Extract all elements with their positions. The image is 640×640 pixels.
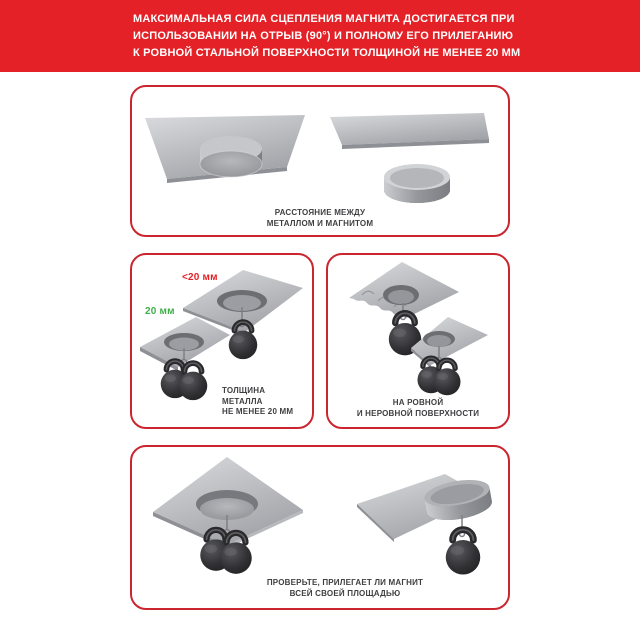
caption-line: МЕТАЛЛОМ И МАГНИТОМ xyxy=(266,218,374,228)
panel-surface-caption xyxy=(328,398,508,419)
label-thickness-sufficient: 20 мм xyxy=(145,306,175,317)
partial-contact-plate xyxy=(357,474,494,575)
caption-line: РАССТОЯНИЕ МЕЖДУ xyxy=(274,208,366,217)
header-line-2: ИСПОЛЬЗОВАНИИ НА ОТРЫВ (90°) И ПОЛНОМУ ЕГО ПРИЛЕГАНИЮ xyxy=(133,29,514,42)
caption-line: МЕТАЛЛА xyxy=(222,396,263,406)
header-banner xyxy=(0,0,640,72)
panel-thickness xyxy=(130,253,314,429)
panel-full-contact xyxy=(130,445,510,610)
caption-line: ВСЕЙ СВОЕЙ ПЛОЩАДЬЮ xyxy=(289,588,401,598)
caption-line: И НЕРОВНОЙ ПОВЕРХНОСТИ xyxy=(356,408,480,418)
thick-plate-two-kettlebells xyxy=(140,317,230,400)
caption-line: ТОЛЩИНА xyxy=(222,386,266,395)
caption-line: НА РОВНОЙ xyxy=(392,398,444,407)
panel-surface xyxy=(326,253,510,429)
header-line-3: К РОВНОЙ СТАЛЬНОЙ ПОВЕРХНОСТИ ТОЛЩИНОЙ НЕ МЕНЕЕ 20 ММ xyxy=(133,46,521,59)
flat-plate-two-kettlebells xyxy=(411,317,488,395)
plate-magnet-separated xyxy=(330,113,489,203)
panel-distance xyxy=(130,85,510,237)
panel-thickness-caption xyxy=(222,386,293,418)
caption-line: НЕ МЕНЕЕ 20 ММ xyxy=(222,407,294,416)
plate-magnet-attached xyxy=(145,115,305,183)
header-line-1: МАКСИМАЛЬНАЯ СИЛА СЦЕПЛЕНИЯ МАГНИТА ДОСТИГАЕТСЯ ПРИ xyxy=(133,12,515,25)
caption-line: ПРОВЕРЬТЕ, ПРИЛЕГАЕТ ЛИ МАГНИТ xyxy=(266,578,424,587)
panel-distance-caption xyxy=(132,208,508,229)
label-thickness-insufficient: <20 мм xyxy=(182,272,218,283)
panel-full-contact-caption xyxy=(220,578,470,599)
full-contact-plate xyxy=(153,457,303,574)
